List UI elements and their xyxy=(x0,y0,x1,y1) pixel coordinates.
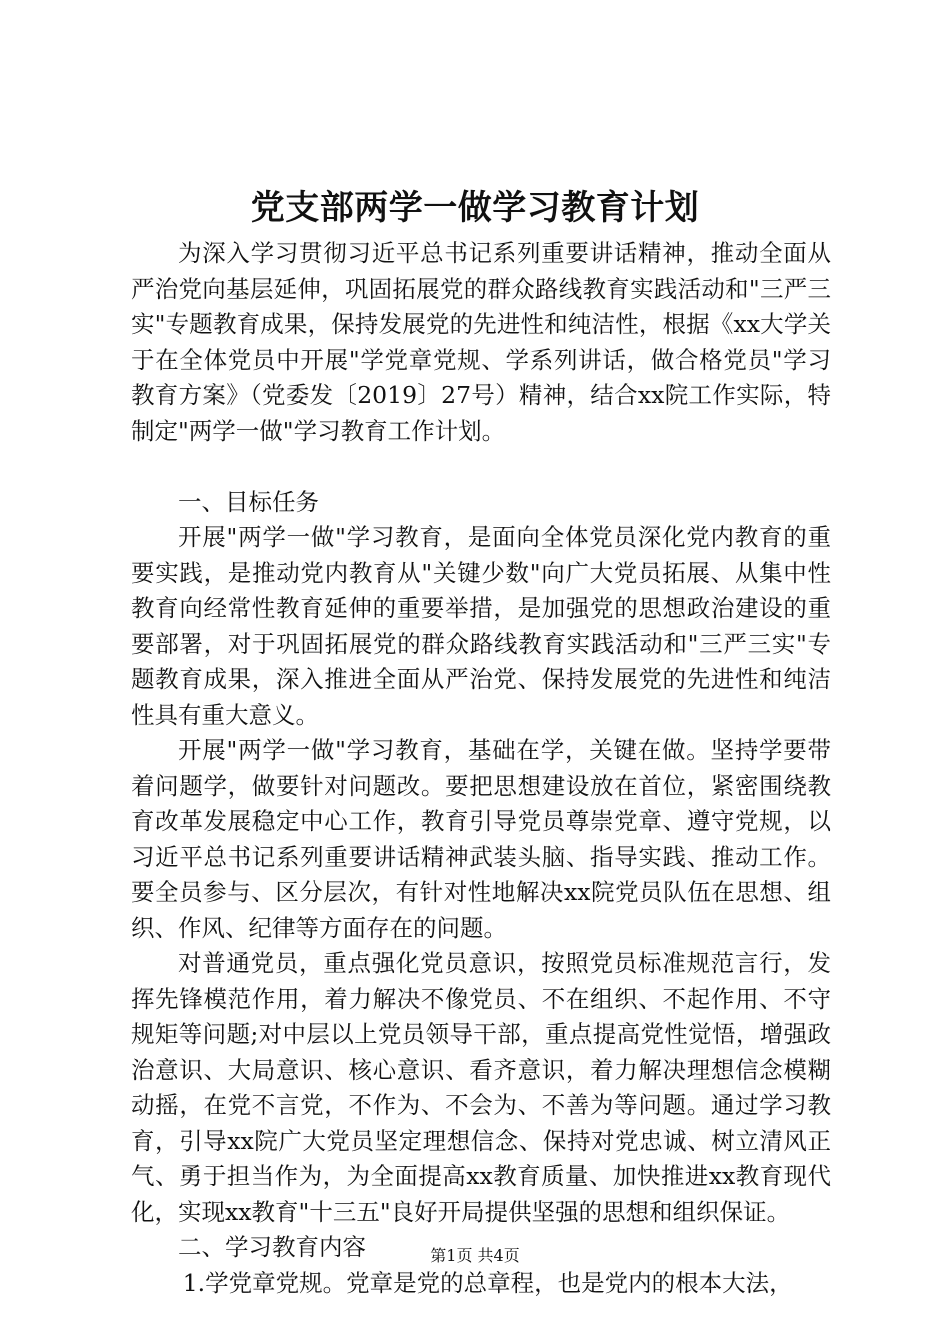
section-heading-content: 二、学习教育内容 xyxy=(178,1233,366,1261)
list-item: 1.学党章党规。党章是党的总章程，也是党内的根本大法， xyxy=(182,1268,793,1297)
document-title: 党支部两学一做学习教育计划 xyxy=(250,188,700,228)
section-heading-goals: 一、目标任务 xyxy=(178,487,319,516)
body-paragraph: 开展"两学一做"学习教育，基础在学，关键在做。坚持学要带着问题学，做要针对问题改。要把思想建设放在首位，紧密围绕教育改革发展稳定中心工作，教育引导党员尊崇党章、遵守党规，以习近平总书记系列重要讲话精神武装头脑、指导实践、推动工作。要全员参与、区分层次，有针对性地解决xx院党员队伍在思想、组织、作风、纪律等方面存在的问题。 xyxy=(131,736,831,942)
page-footer: 第1页 共4页 xyxy=(430,1246,520,1265)
document-body xyxy=(131,236,831,1301)
body-paragraph: 开展"两学一做"学习教育，是面向全体党员深化党内教育的重要实践，是推动党内教育从"关键少数"向广大党员拓展、从集中性教育向经常性教育延伸的重要举措，是加强党的思想政治建设的重要部署，对于巩固拓展党的群众路线教育实践活动和"三严三实"专题教育成果，深入推进全面从严治党、保持发展党的先进性和纯洁性具有重大意义。 xyxy=(131,523,831,729)
intro-paragraph: 为深入学习贯彻习近平总书记系列重要讲话精神，推动全面从严治党向基层延伸，巩固拓展党的群众路线教育实践活动和"三严三实"专题教育成果，保持发展党的先进性和纯洁性，根据《xx大学关于在全体党员中开展"学党章党规、学系列讲话，做合格党员"学习教育方案》（党委发〔2019〕27号）精神，结合xx院工作实际，特制定"两学一做"学习教育工作计划。 xyxy=(131,239,831,445)
body-paragraph: 对普通党员，重点强化党员意识，按照党员标准规范言行，发挥先锋模范作用，着力解决不像党员、不在组织、不起作用、不守规矩等问题;对中层以上党员领导干部，重点提高党性觉悟，增强政治意识、大局意识、核心意识、看齐意识，着力解决理想信念模糊动摇，在党不言党，不作为、不会为、不善为等问题。通过学习教育，引导xx院广大党员坚定理想信念、保持对党忠诚、树立清风正气、勇于担当作为，为全面提高xx教育质量、加快推进xx教育现代化，实现xx教育"十三五"良好开局提供坚强的思想和组织保证。 xyxy=(131,949,831,1226)
